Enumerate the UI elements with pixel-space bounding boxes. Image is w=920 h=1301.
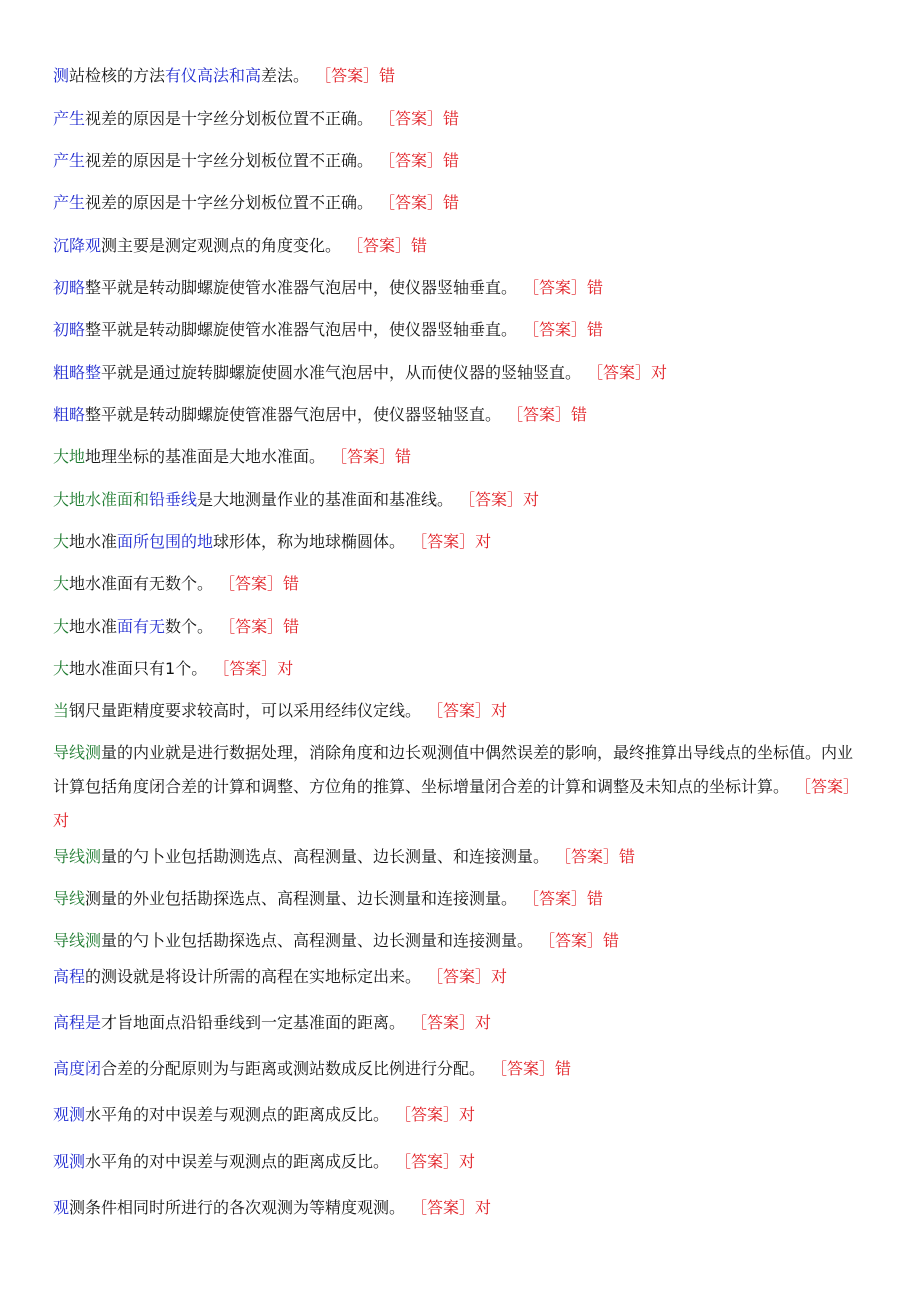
answer-label: ［答案］对 <box>595 363 668 382</box>
question-text-segment: 地水准 <box>69 617 118 636</box>
answer-label: ［答案］错 <box>387 193 460 212</box>
answer-label: ［答案］错 <box>339 447 412 466</box>
question-line <box>53 1104 863 1126</box>
question-text-segment: 初略 <box>53 320 86 339</box>
question-text-segment: 大 <box>53 532 70 551</box>
question-text-segment: 观测 <box>53 1105 86 1124</box>
answer-label: ［答案］错 <box>387 109 460 128</box>
answer-label: ［答案］对 <box>221 659 294 678</box>
question-text-segment: 高度闭 <box>53 1059 102 1078</box>
question-text-segment: 测条件相同时所进行的各次观测为等精度观测。 <box>69 1198 406 1217</box>
answer-label: ［答案］错 <box>563 847 636 866</box>
question-text-segment: 沉降观 <box>53 236 102 255</box>
question-line <box>53 362 863 384</box>
question-text-segment: 球形体，称为地球椭圆体。 <box>213 532 406 551</box>
question-text-segment: 导线测 <box>53 743 102 762</box>
question-line <box>53 573 863 595</box>
answer-label: ［答案］错 <box>387 151 460 170</box>
question-text-segment: 合差的分配原则为与距离或测站数成反比例进行分配。 <box>101 1059 486 1078</box>
question-text-segment: 差法。 <box>261 66 310 85</box>
answer-label: ［答案］对 <box>435 701 508 720</box>
question-text-segment: 地水准面有无数个。 <box>69 574 214 593</box>
question-line <box>53 108 863 130</box>
question-line <box>53 1197 863 1219</box>
question-line <box>53 235 863 257</box>
question-text-segment: 整平就是转动脚螺旋使管准器气泡居中，使仪器竖轴竖直。 <box>85 405 502 424</box>
answer-label: ［答案］对 <box>403 1152 476 1171</box>
question-text-segment: 导线测 <box>53 931 102 950</box>
question-text-segment: 的测设就是将设计所需的高程在实地标定出来。 <box>85 967 422 986</box>
question-text-segment: 大 <box>53 617 70 636</box>
question-line <box>53 1012 863 1034</box>
question-text-segment: 铅垂线 <box>149 490 198 509</box>
question-text-segment: 导线 <box>53 889 86 908</box>
question-text-segment: 水平角的对中误差与观测点的距离成反比。 <box>85 1105 390 1124</box>
question-text-segment: 观测 <box>53 1152 86 1171</box>
question-line <box>53 150 863 172</box>
question-line <box>53 446 863 468</box>
question-text-segment: 初略 <box>53 278 86 297</box>
answer-label: ［答案］对 <box>419 532 492 551</box>
question-text-segment: 站检核的方法 <box>69 66 166 85</box>
question-text-segment: 大地 <box>53 447 86 466</box>
question-text-segment: 水平角的对中误差与观测点的距离成反比。 <box>85 1152 390 1171</box>
question-text-segment: 视差的原因是十字丝分划板位置不正确。 <box>85 109 374 128</box>
answer-label: ［答案］对 <box>467 490 540 509</box>
answer-label: ［答案］对 <box>435 967 508 986</box>
question-text-segment: 产生 <box>53 193 86 212</box>
answer-label: ［答案］错 <box>323 66 396 85</box>
question-text-segment: 整平就是转动脚螺旋使管水准器气泡居中，使仪器竖轴垂直。 <box>85 320 518 339</box>
question-text-segment: 平就是通过旋转脚螺旋使圆水准气泡居中，从而使仪器的竖轴竖直。 <box>101 363 582 382</box>
question-text-segment: 测 <box>53 66 70 85</box>
answer-label: ［答案］对 <box>403 1105 476 1124</box>
answer-label: ［答案］错 <box>531 320 604 339</box>
answer-label: ［答案］对 <box>419 1013 492 1032</box>
question-text-segment: 粗略 <box>53 405 86 424</box>
question-text-segment: 高程是 <box>53 1013 102 1032</box>
question-text-segment: 导线测 <box>53 847 102 866</box>
answer-label: ［答案］错 <box>531 889 604 908</box>
question-line <box>53 846 863 868</box>
question-line <box>53 1058 863 1080</box>
question-text-segment: 才旨地面点沿铅垂线到一定基准面的距离。 <box>101 1013 406 1032</box>
question-line <box>53 658 863 680</box>
question-line <box>53 277 863 299</box>
question-text-segment: 高程 <box>53 967 86 986</box>
question-text-segment: 观 <box>53 1198 70 1217</box>
question-line <box>53 319 863 341</box>
question-line <box>53 930 863 952</box>
question-text-segment: 产生 <box>53 151 86 170</box>
question-line <box>53 531 863 553</box>
question-text-segment: 测量的外业包括勘探选点、高程测量、边长测量和连接测量。 <box>85 889 518 908</box>
question-text-segment: 地水准 <box>69 532 118 551</box>
question-line <box>53 192 863 214</box>
question-text-segment: 是大地测量作业的基准面和基准线。 <box>197 490 454 509</box>
question-text-segment: 产生 <box>53 109 86 128</box>
question-line <box>53 888 863 910</box>
question-text-segment: 大 <box>53 659 70 678</box>
answer-label: ［答案］对 <box>419 1198 492 1217</box>
question-text-segment: 视差的原因是十字丝分划板位置不正确。 <box>85 193 374 212</box>
question-text-segment: 当 <box>53 701 70 720</box>
question-line <box>53 1151 863 1173</box>
question-text-segment: 量的勺卜业包括勘探选点、高程测量、边长测量和连接测量。 <box>101 931 534 950</box>
question-line <box>53 736 863 838</box>
question-text-segment: 地水准面只有1个。 <box>69 659 208 678</box>
question-line <box>53 700 863 722</box>
question-text-segment: 整平就是转动脚螺旋使管水准器气泡居中，使仪器竖轴垂直。 <box>85 278 518 297</box>
answer-label: ［答案］错 <box>515 405 588 424</box>
answer-label: ［答案］错 <box>227 574 300 593</box>
question-text-segment: 大地水准面和 <box>53 490 150 509</box>
answer-label: ［答案］错 <box>227 617 300 636</box>
question-line <box>53 65 863 87</box>
answer-label: ［答案］错 <box>355 236 428 255</box>
question-line <box>53 489 863 511</box>
answer-label: ［答案］错 <box>499 1059 572 1078</box>
question-text-segment: 测主要是测定观测点的角度变化。 <box>101 236 342 255</box>
answer-label: ［答案］错 <box>531 278 604 297</box>
question-text-segment: 面有无 <box>117 617 166 636</box>
question-text-segment: 量的勺卜业包括勘测选点、高程测量、边长测量、和连接测量。 <box>101 847 550 866</box>
question-text-segment: 视差的原因是十字丝分划板位置不正确。 <box>85 151 374 170</box>
question-line <box>53 616 863 638</box>
question-text-segment: 粗略整 <box>53 363 102 382</box>
question-text-segment: 数个。 <box>165 617 214 636</box>
question-text-segment: 面所包围的地 <box>117 532 214 551</box>
question-text-segment: 有仪高法和高 <box>165 66 262 85</box>
answer-label: ［答案］错 <box>547 931 620 950</box>
question-line <box>53 966 863 988</box>
question-text-segment: 地理坐标的基准面是大地水准面。 <box>85 447 326 466</box>
question-text-segment: 大 <box>53 574 70 593</box>
question-text-segment: 钢尺量距精度要求较高时，可以采用经纬仪定线。 <box>69 701 422 720</box>
answer-label: ［答案］对 <box>53 777 860 830</box>
question-text-segment: 量的内业就是进行数据处理，消除角度和边长观测值中偶然误差的影响，最终推算出导线点的坐标值。内业计算包括角度闭合差的计算和调整、方位角的推算、坐标增量闭合差的计算和调整及未知点的坐标计算。 <box>53 743 854 796</box>
question-line <box>53 404 863 426</box>
